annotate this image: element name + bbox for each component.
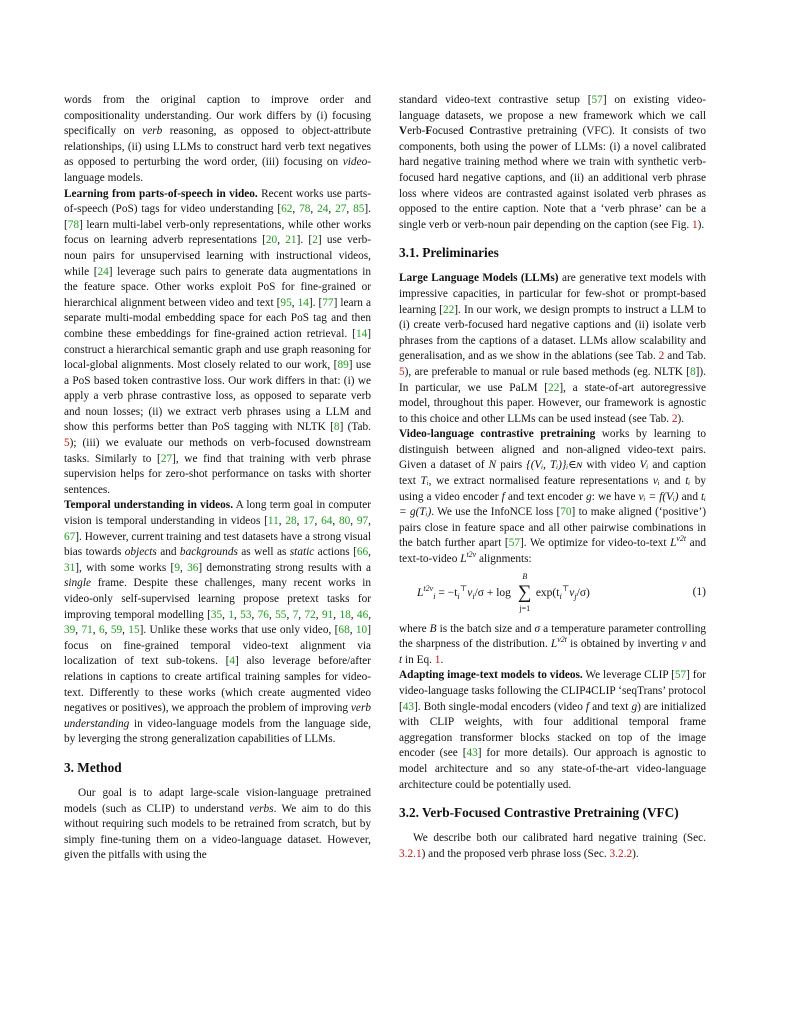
citation-link[interactable]: 36 <box>187 561 199 574</box>
citation-link[interactable]: 22 <box>548 381 560 394</box>
citation-link[interactable]: 64 <box>321 515 333 528</box>
citation-link[interactable]: 8 <box>333 421 340 434</box>
citation-link[interactable]: 43 <box>402 700 415 713</box>
citation-link[interactable]: 78 <box>67 218 80 231</box>
paragraph-related-work-compositionality: words from the original caption to improve order and compositionality understanding. Our work differs by (i) focusing specifically on verb reasoning, as opposed to object-attribute relationships, (ii) using LLMs to construct hard verb text negatives as opposed to perturbing the word order, (iii) focusing on video-language models. <box>64 94 371 184</box>
citation-link[interactable]: 55 <box>275 608 287 621</box>
citation-link[interactable]: 67 <box>64 530 76 543</box>
paragraph-adapting-clip: Adapting image-text models to videos. We leverage CLIP [57] for video-language tasks following the CLIP4CLIP ‘seqTrans’ protocol [43]. Both single-modal encoders (video f and text g) are initialized with CLIP weights, with four additional temporal frame aggregation transformer blocks stacked on top of the image encoder (see [43] for more details). Our approach is agnostic to model architecture and so any state-of-the-art video-language architecture could be potentially used. <box>399 669 706 791</box>
citation-link[interactable]: 91 <box>321 608 334 621</box>
citation-link[interactable]: 15 <box>128 624 140 637</box>
paragraph-heading: Temporal understanding in videos. <box>64 499 234 512</box>
paragraph-temporal-understanding: Temporal understanding in videos. A long term goal in computer vision is temporal understanding in videos [11, 28, 17, 64, 80, 97, 67]. However, current training and test datasets have a strong visual bias towards objects and backgrounds as well as static actions [66, 31], with some works [9, 36] demonstrating strong results with a single frame. Despite these challenges, many recent works in video-only self-supervised learning propose pretext tasks for improving temporal modelling [35, 1, 53, 76, 55, 7, 72, 91, 18, 46, 39, 71, 6, 59, 15]. Unlike these works that use only video, [68, 10] focus on fine-grained temporal video-text alignment via localization of text sub-tokens. [4] also leverage before/after relations in captions to create artifical training samples for video-text. Differently to these works (which create augmented video negatives or positives), we approach the problem of improving verb understanding in video-language models from the language side, by leverging the strong generalization capabilities of LLMs. <box>64 499 372 746</box>
citation-link[interactable]: 8 <box>689 365 696 378</box>
citation-link[interactable]: 76 <box>257 608 269 621</box>
equation-number: (1) <box>692 585 706 598</box>
citation-link[interactable]: 71 <box>81 624 93 637</box>
citation-link[interactable]: 85 <box>353 203 365 216</box>
citation-link[interactable]: 4 <box>229 655 236 668</box>
paragraph-contrastive-pretraining: Video-language contrastive pretraining works by learning to distinguish between aligned and non-aligned video-text pairs. Given a dataset of N pairs {(Vᵢ, Tᵢ)}ᵢ∈ɴ with video Vᵢ and caption text Tᵢ, we extract normalised feature representations vᵢ and tᵢ by using a video encoder f and text encoder g: we have vᵢ = f(Vᵢ) and tᵢ = g(Tᵢ). We use the InfoNCE loss [70] to make aligned (‘positive’) pairs close in feature space and all other pairwise combinations in the batch further apart [57]. We optimize for video-to-text $L^{v2t}$ and text-to-video $L^{t2v}$ alignments: <box>399 428 707 566</box>
section-heading-method: 3. Method <box>64 759 122 775</box>
citation-link[interactable]: 80 <box>338 515 351 528</box>
equation-infonce <box>399 571 706 619</box>
citation-link[interactable]: 70 <box>560 506 572 519</box>
citation-link[interactable]: 68 <box>338 624 350 637</box>
citation-link[interactable]: 35 <box>210 608 223 621</box>
citation-link[interactable]: 72 <box>304 608 316 621</box>
citation-link[interactable]: 46 <box>356 608 369 621</box>
citation-link[interactable]: 22 <box>442 303 455 316</box>
citation-link[interactable]: 11 <box>267 515 279 528</box>
citation-link[interactable]: 57 <box>508 537 520 550</box>
citation-link[interactable]: 57 <box>591 94 603 106</box>
paragraph-llms: Large Language Models (LLMs) are generative text models with impressive capacities, in particular for few-shot or prompt-based learning [22]. In our work, we design prompts to instruct a LLM to (i) create verb-focused hard negative captions and (ii) isolate verb phrases from the captions of a dataset. LLMs allow scalability and generalisation, and as we show in the ablations (see Tab. 2 and Tab. 5), are preferable to manual or rule based methods (eg. NLTK [8]). In particular, we use PaLM [22], a state-of-art autoregressive model, throughout this paper. However, our framework is agnostic to this choice and other LLMs can be used instead (see Tab. 2). <box>399 272 706 425</box>
paragraph-equation-explanation: where B is the batch size and σ a temperature parameter controlling the sharpness of the distribution. $L^{v2t}$ is obtained by inverting v and t in Eq. 1. <box>399 622 707 666</box>
paragraph-heading: Large Language Models (LLMs) <box>399 272 559 285</box>
paragraph-method-intro: Our goal is to adapt large-scale vision-language pretrained models (such as CLIP) to understand verbs. We aim to do this without requiring such models to be retrained from scratch, but by simply fine-tuning them on a video-language dataset. However, given the pitfalls with using the <box>64 786 371 862</box>
table-ref-link[interactable]: 2 <box>658 350 665 363</box>
citation-link[interactable]: 27 <box>160 452 173 465</box>
citation-link[interactable]: 24 <box>97 265 109 278</box>
paragraph-vfc-intro: standard video-text contrastive setup [57] on existing video-language datasets, we propose a new framework which we call Verb-Focused Contrastive pretraining (VFC). It consists of two components, both using the power of LLMs: (i) a novel calibrated hard negative training method where we train with synthetic verb-focused hard negative captions, and (ii) an additional verb phrase loss where videos are contrasted against isolated verb phrases as opposed to the entire caption. Note that a ‘verb phrase’ can be a single verb or verb-noun pair depending on the caption (see Fig. 1). <box>399 94 706 231</box>
table-ref-link[interactable]: 2 <box>671 412 678 425</box>
figure-ref-link[interactable]: 1 <box>692 218 698 231</box>
citation-link[interactable]: 28 <box>285 515 297 528</box>
citation-link[interactable]: 14 <box>297 296 309 309</box>
citation-link[interactable]: 7 <box>292 608 299 621</box>
paragraph-heading: Learning from parts-of-speech in video. <box>64 187 258 200</box>
citation-link[interactable]: 95 <box>280 296 292 309</box>
citation-link[interactable]: 89 <box>337 359 349 372</box>
paragraph-heading: Video-language contrastive pretraining <box>399 428 596 441</box>
summation: B ∑ j=1 <box>518 571 532 613</box>
paragraph-parts-of-speech: Learning from parts-of-speech in video. Recent works use parts-of-speech (PoS) tags for video understanding [62, 78, 24, 27, 85]. [78] learn multi-label verb-only representations, while other works focus on learning adverb representations [20, 21]. [2] use verb-noun pairs for unsupervised learning with instructional videos, while [24] leverage such pairs to generate data augmentations in the feature space. Other works exploit PoS for fine-grained or hierarchical alignment between video and text [95, 14]. [77] learn a separate multi-modal embedding space for each PoS tag and then combine these embeddings for fine-grained action retrieval. [14] construct a hierarchical semantic graph and use graph reasoning for local-global alignments. Most closely related to our work, [89] use a PoS based token contrastive loss. Our work differs in that: (i) we apply a verb phrase contrastive loss, as opposed to separate verb and noun losses; (ii) we extract verb phrases using a LLM and show this performs better than PoS tagging with NLTK [8] (Tab. 5); (iii) we evaluate our methods on verb-focused downstream tasks. Similarly to [27], we find that training with verb phrase supervision helps for zero-shot performance on tasks with shorter sentences. <box>64 187 372 496</box>
citation-link[interactable]: 31 <box>64 561 76 574</box>
citation-link[interactable]: 39 <box>64 624 76 637</box>
citation-link[interactable]: 59 <box>110 624 123 637</box>
citation-link[interactable]: 14 <box>355 327 368 340</box>
citation-link[interactable]: 97 <box>356 515 369 528</box>
citation-link[interactable]: 66 <box>356 546 369 559</box>
table-ref-link[interactable]: 5 <box>64 437 70 450</box>
table-ref-link[interactable]: 5 <box>399 365 405 378</box>
section-ref-link[interactable]: 3.2.1 <box>399 847 422 860</box>
section-heading-preliminaries: 3.1. Preliminaries <box>399 245 499 261</box>
citation-link[interactable]: 18 <box>339 608 351 621</box>
paragraph-vfc-overview: We describe both our calibrated hard negative training (Sec. 3.2.1) and the proposed verb phrase loss (Sec. 3.2.2). <box>399 832 706 860</box>
section-ref-link[interactable]: 3.2.2 <box>609 847 633 860</box>
section-heading-vfc: 3.2. Verb-Focused Contrastive Pretraining (VFC) <box>399 805 679 821</box>
citation-link[interactable]: 43 <box>466 747 478 760</box>
citation-link[interactable]: 10 <box>355 624 368 637</box>
right-column <box>399 93 706 862</box>
citation-link[interactable]: 1 <box>228 608 234 621</box>
citation-link[interactable]: 21 <box>285 234 297 247</box>
citation-link[interactable]: 27 <box>335 203 347 216</box>
left-column <box>64 93 371 864</box>
citation-link[interactable]: 2 <box>312 234 318 247</box>
equation-ref-link[interactable]: 1 <box>434 653 441 666</box>
citation-link[interactable]: 78 <box>299 203 311 216</box>
citation-link[interactable]: 53 <box>240 608 252 621</box>
citation-link[interactable]: 57 <box>674 669 687 682</box>
citation-link[interactable]: 17 <box>303 515 315 528</box>
citation-link[interactable]: 20 <box>265 234 278 247</box>
citation-link[interactable]: 9 <box>174 561 180 574</box>
citation-link[interactable]: 24 <box>317 203 329 216</box>
citation-link[interactable]: 6 <box>98 624 105 637</box>
citation-link[interactable]: 62 <box>281 203 293 216</box>
citation-link[interactable]: 77 <box>322 296 334 309</box>
equation-body: $L^{t2v}_i = -t_i^⊤v_i/\sigma + \log$ B ∑ j=1 $\exp(t_i^⊤v_j/\sigma)$ <box>417 571 590 613</box>
paragraph-heading: Adapting image-text models to videos. <box>399 669 583 682</box>
